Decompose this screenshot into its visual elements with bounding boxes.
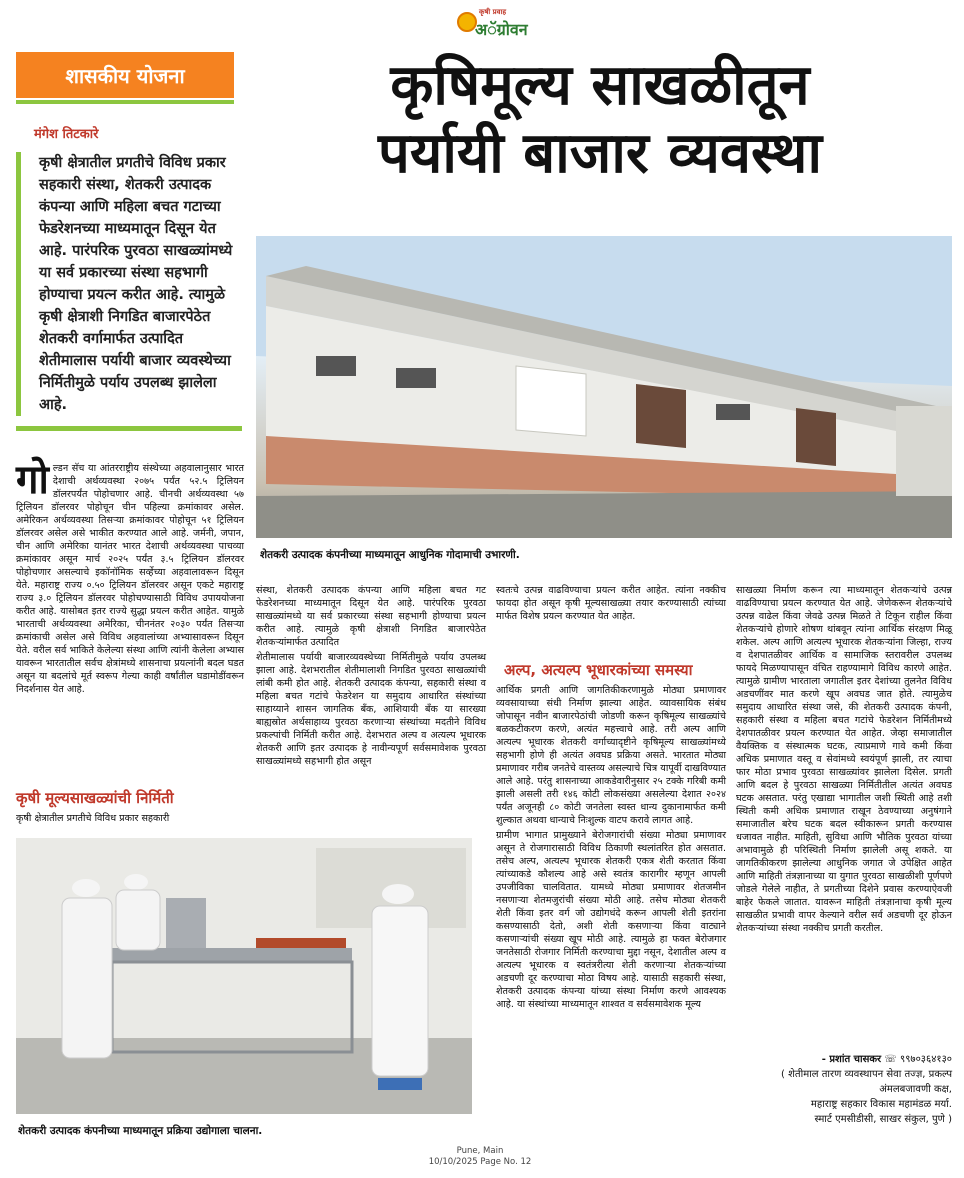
section-tag: शासकीय योजना — [16, 52, 234, 98]
column-3-top-paragraph: स्वतःचे उत्पन्न वाढविण्याचा प्रयत्न करीत आहेत. त्यांना नक्कीच फायदा होत असून कृषी मूल्यसाखळ्या तयार करण्यासाठी त्यांच्या मार्फत विशेष प्रयत्न करण्यात येत आहेत. — [496, 585, 726, 622]
article-column-3-top — [496, 584, 726, 625]
column-3-paragraph-1: आर्थिक प्रगती आणि जागतिकीकरणामुळे मोठ्या प्रमाणावर व्यवसायाच्या संधी निर्माण झाल्या आहेत. व्यावसायिक संबंध जोपासून नवीन बाजारपेठांची जोडणी करून कृषिमूल्य साखळ्यांचे बळकटीकरण करणे, अत्यंत महत्त्वाचे आहे. तरी अल्प आणि अत्यल्प भूधारक शेतकरी वर्गाच्यादृष्टीने कृषिमूल्य साखळ्यांमध्ये सहभागी होणे ही अत्यंत अवघड प्रक्रिया असते. भारतात मोठ्या प्रमाणावर गरीब जनतेचे वास्तव्य असल्याचे चित्र यापूर्वी दाखविण्यात आले आहे. परंतु शासनाच्या आकडेवारीनुसार २५ टक्के गरिबी कमी झाली असली तरी १४६ कोटी लोकसंख्या असलेल्या देशात २०२४ पर्यंत अजूनही ८० कोटी जनतेला स्वस्त धान्य दुकानामार्फत कमी शुल्कात अथवा धान्याचे निःशुल्क वाटप करावे लागत आहे. — [496, 685, 726, 826]
processing-illustration — [16, 838, 472, 1114]
headline-line-1: कृषिमूल्य साखळीतून — [390, 53, 810, 118]
footer-edition: Pune, Main — [456, 1146, 504, 1156]
author-name: मंगेश तिटकारे — [34, 127, 99, 142]
headline-line-2: पर्यायी बाजार व्यवस्था — [378, 121, 822, 186]
article-column-2 — [256, 584, 486, 770]
warehouse-photo-caption: शेतकरी उत्पादक कंपनीच्या माध्यमातून आधुनिक गोदामाची उभारणी. — [260, 549, 520, 561]
article-column-1 — [16, 457, 244, 698]
logo-tagline: कृषी प्रवाह — [479, 8, 507, 16]
credit-name: - प्रशांत चासकर — [821, 1054, 882, 1065]
footer-date-page: 10/10/2025 Page No. 12 — [428, 1157, 532, 1167]
column-1-paragraph: ल्डन सॅच या आंतरराष्ट्रीय संस्थेच्या अहवालानुसार भारत देशाची अर्थव्यवस्था २०७५ पर्यंत ५२.५ ट्रिलियन डॉलरपर्यंत पोहोचणार आहे. चीनची अर्थव्यवस्था ५७ ट्रिलियन डॉलरवर पोहोचून चीन पहिल्या क्रमांकावर असेल. अमेरिकन अर्थव्यवस्था तिसऱ्या क्रमांकावर पोहोचून ५१ ट्रिलियन डॉलरवर असेल असे भाकीत करण्यात आले आहे. जर्मनी, जपान, चीन आणि अमेरिका यानंतर भारत देशाची अर्थव्यवस्था पाचव्या क्रमांकावर असून मार्च २०२५ पर्यंत ३.५ ट्रिलियन डॉलरवर पोहोचणार असल्याचे इकॉनॉमिक सर्व्हेच्या अहवालावरून दिसून येते. महाराष्ट्र राज्य ०.५० ट्रिलियन डॉलरवर असून एकटे महाराष्ट्र राज्य ३.० ट्रिलियन डॉलरवर पोहोचण्यासाठी विविध उपाययोजना करीत आहे. यासोबत इतर राज्ये सुद्धा प्रयत्न करीत आहेत. यामुळे भारताची अर्थव्यवस्था अमेरिका, चीननंतर २०३० पर्यंत तिसऱ्या क्रमांकाची असेल असे विविध अहवालांच्या अभ्यासावरून दिसून येते. वरील सर्व भाकिते केलेल्या संस्था आणि त्यांनी केलेला अभ्यास यावरून भारतातील सर्वच क्षेत्रांमध्ये शासनाचा प्रयत्नांनी बदल घडत असून या बदलांचे मूर्त स्वरूप गेल्या काही वर्षांतील घडामोडींवरून निदर्शनास येत आहे. — [16, 463, 244, 695]
column-1-continued-paragraph: कृषी क्षेत्रातील प्रगतीचे विविध प्रकार सहकारी — [16, 813, 170, 824]
sun-icon — [457, 12, 477, 32]
credit-line-1: ( शेतीमाल तारण व्यवस्थापन सेवा तज्ज्ञ, प्रकल्प अंमलबजावणी कक्ष, — [781, 1069, 952, 1095]
intro-paragraph: कृषी क्षेत्रातील प्रगतीचे विविध प्रकार सहकारी संस्था, शेतकरी उत्पादक कंपन्या आणि महिला बचत गटाच्या फेडरेशनच्या माध्यमातून दिसून येत आहे. पारंपरिक पुरवठा साखळ्यांमध्ये या सर्व प्रकारच्या संस्था सहभागी होण्याचा प्रयत्न करीत आहे. त्यामुळे कृषी क्षेत्राशी निगडित बाजारपेठेत शेतकरी वर्गामार्फत उत्पादित शेतीमालास पर्यायी बाजार व्यवस्थेच्या निर्मितीमुळे पर्याय उपलब्ध झालेला आहे. — [16, 152, 242, 416]
processing-unit-photo — [16, 838, 472, 1114]
column-3-paragraph-2: ग्रामीण भागात प्रामुख्याने बेरोजगारांची संख्या मोठ्या प्रमाणावर असून ते रोजगारासाठी विविध ठिकाणी स्थलांतरित होत असतात. तसेच अल्प, अत्यल्प भूधारक शेतकरी एकत्र शेती करतात किंवा त्यांच्याकडे कौशल्य आहे असे स्वतंत्र कारागीर म्हणून आपली उपजीविका चालवितात. यामध्ये मोठ्या प्रमाणावर शेतजमीन नसणाऱ्या शेतमजुरांची संख्या मोठी आहे. तसेच मोठ्या शेतकरी शेती किंवा इतर वर्ग जो उद्योगधंदे करून आपली शेती इतरांना कसण्यासाठी देतो, अशी शेती कसणाऱ्या किंवा वाट्याने कसणाऱ्यांची संख्या खूप मोठी आहे. त्यामुळे हा फक्त बेरोजगार जनतेसाठी रोजगार निर्मिती करण्याचा मुद्दा नसून, देशातील अल्प व अत्यल्प भूधारक व स्वतंत्ररीत्या शेती करणाऱ्या शेतकऱ्यांच्या अडचणी दूर करण्याचा मोठा विषय आहे. यासाठी सहकारी संस्था, शेतकरी उत्पादक कंपन्या यांच्या संस्था निर्माण करणे आवश्यक आहे. या संस्थांच्या माध्यमातून शाश्वत व सर्वसमावेशक मूल्य — [496, 830, 726, 1010]
credit-line-2: महाराष्ट्र सहकार विकास महामंडळ मर्या. — [810, 1099, 952, 1110]
credit-line-3: स्मार्ट एमसीडीसी, साखर संकुल, पुणे ) — [814, 1114, 952, 1125]
article-column-4 — [736, 584, 952, 937]
credit-name-line — [736, 1052, 952, 1067]
drop-cap: गो — [16, 457, 49, 503]
subheading-smallholder-problems: अल्प, अत्यल्प भूधारकांच्या समस्या — [504, 661, 693, 679]
article-headline — [250, 52, 950, 188]
column-2-paragraph-2: शेतीमालास पर्यायी बाजारव्यवस्थेच्या निर्मितीमुळे पर्याय उपलब्ध झाला आहे. देशभरातील शेतीमालाशी निगडित पुरवठा साखळ्यांची लांबी कमी होत आहे. शेतकरी उत्पादक कंपन्या, सहकारी संस्था व महिला बचत गटांचे फेडरेशन या समुदाय आधारित संस्थांच्या साहाय्याने शासन जागतिक बँक, आशियायी बँक या सारख्या बाह्यस्रोत अर्थसाहाय्य पुरवठा करणाऱ्या संस्थांच्या मदतीने विविध प्रकल्पांची निर्मिती करीत आहे. देशभरात अल्प व अत्यल्प भूधारक शेतकरी आणि इतर उत्पादक हे नावीन्यपूर्ण सर्वसमावेशक पुरवठा साखळ्यांमध्ये सहभागी होत असून — [256, 652, 486, 767]
phone-icon: ☏ — [884, 1054, 897, 1065]
page-footer — [380, 1146, 580, 1168]
tag-divider — [16, 100, 234, 104]
processing-photo-caption: शेतकरी उत्पादक कंपनीच्या माध्यमातून प्रक्रिया उद्योगाला चालना. — [18, 1125, 263, 1137]
article-column-1-continued — [16, 812, 244, 827]
logo-wordmark: अॅग्रोवन — [475, 20, 528, 39]
column-4-paragraph: साखळ्या निर्माण करून त्या माध्यमातून शेतकऱ्यांचे उत्पन्न वाढविण्याचा प्रयत्न करण्यात येत आहे. जेणेकरून शेतकऱ्यांचे उत्पन्न वाढेल किंवा जेवढे उत्पन्न मिळते ते टिकून राहील किंवा शेतकऱ्यांचे होणारे शोषण थांबवून त्यांना आर्थिक संरक्षण मिळू शकेल. अल्प आणि अत्यल्प भूधारक शेतकऱ्यांना जिल्हा, राज्य व देशपातळीवर आर्थिक व सामाजिक स्तरावरील उपलब्ध फायदे मिळण्यापासून वंचित राहण्यामागे विविध कारणे आहेत. त्यामुळे ग्रामीण भारताला जगातील इतर देशांच्या तुलनेत विविध अडचणींवर मात करणे खूप अवघड जात होते. त्यामुळेच समुदाय आधारित संस्था जसे, की शेतकरी उत्पादक कंपनी, सहकारी संस्था व महिला बचत गटांचे फेडरेशन निर्मितीमध्ये देशपातळीवर प्रयत्न करण्यात येत आहेत. जेव्हा समाजातील वैयक्तिक व संस्थात्मक घटक, त्याप्रमाणे गावे कमी किंवा अधिक प्रमाणात वस्तू व सेवांमध्ये स्वयंपूर्ण झाली, तर त्याचा फार मोठा प्रभाव पुरवठा साखळ्यांवर झालेला दिसेल. प्रगती आणि बदल हे पुरवठा साखळ्या निर्मितीतील अत्यंत अवघड घटक असतात. परंतु एखाद्या भागातील जशी स्थिती आहे तशी स्थिती कमी अधिक प्रमाणात राखून ठेवण्याच्या अनुषंगाने समाजातील बरेच घटक बदल स्वीकारून प्रगती करण्यास धजावत नाहीत. माहिती, सुविधा आणि भौतिक पुरवठा यांच्या अभावामुळे ही परिस्थिती निर्माण झालेली असू शकते. या जागतिकीकरण झालेल्या आधुनिक जगात जे उपेक्षित आहेत आणि माहिती तंत्रज्ञानाच्या या युगात पुरवठा साखळीशी पूर्णपणे जोडले गेलेले नाहीत, ते प्रगतीच्या दिशेने प्रवास करण्याऐवजी बाहेर फेकले जातात. यावरून माहिती तंत्रज्ञानाचा कृषी मूल्य साखळीत प्रभावी वापर केल्याने वरील सर्व अडचणी दूर होऊन शेतकऱ्यांच्या संस्था नक्कीच प्रगती करतील. — [736, 585, 952, 934]
column-2-paragraph-1: संस्था, शेतकरी उत्पादक कंपन्या आणि महिला बचत गट फेडरेशनच्या माध्यमातून दिसून येत आहे. पारंपरिक पुरवठा साखळ्यांमध्ये या सर्व प्रकारच्या संस्था सहभागी होण्याचा प्रयत्न करीत आहे. त्यामुळे कृषी क्षेत्राशी निगडित बाजारपेठेत शेतकऱ्यांमार्फत उत्पादित — [256, 585, 486, 648]
intro-divider — [16, 426, 242, 431]
credit-phone: ९९७०३६४१३० — [900, 1054, 952, 1065]
agrowon-logo — [455, 6, 528, 42]
subheading-value-chain: कृषी मूल्यसाखळ्यांची निर्मिती — [16, 789, 174, 807]
article-column-3 — [496, 684, 726, 1013]
warehouse-illustration — [256, 236, 952, 538]
author-credit — [736, 1052, 952, 1127]
warehouse-photo — [256, 236, 952, 538]
